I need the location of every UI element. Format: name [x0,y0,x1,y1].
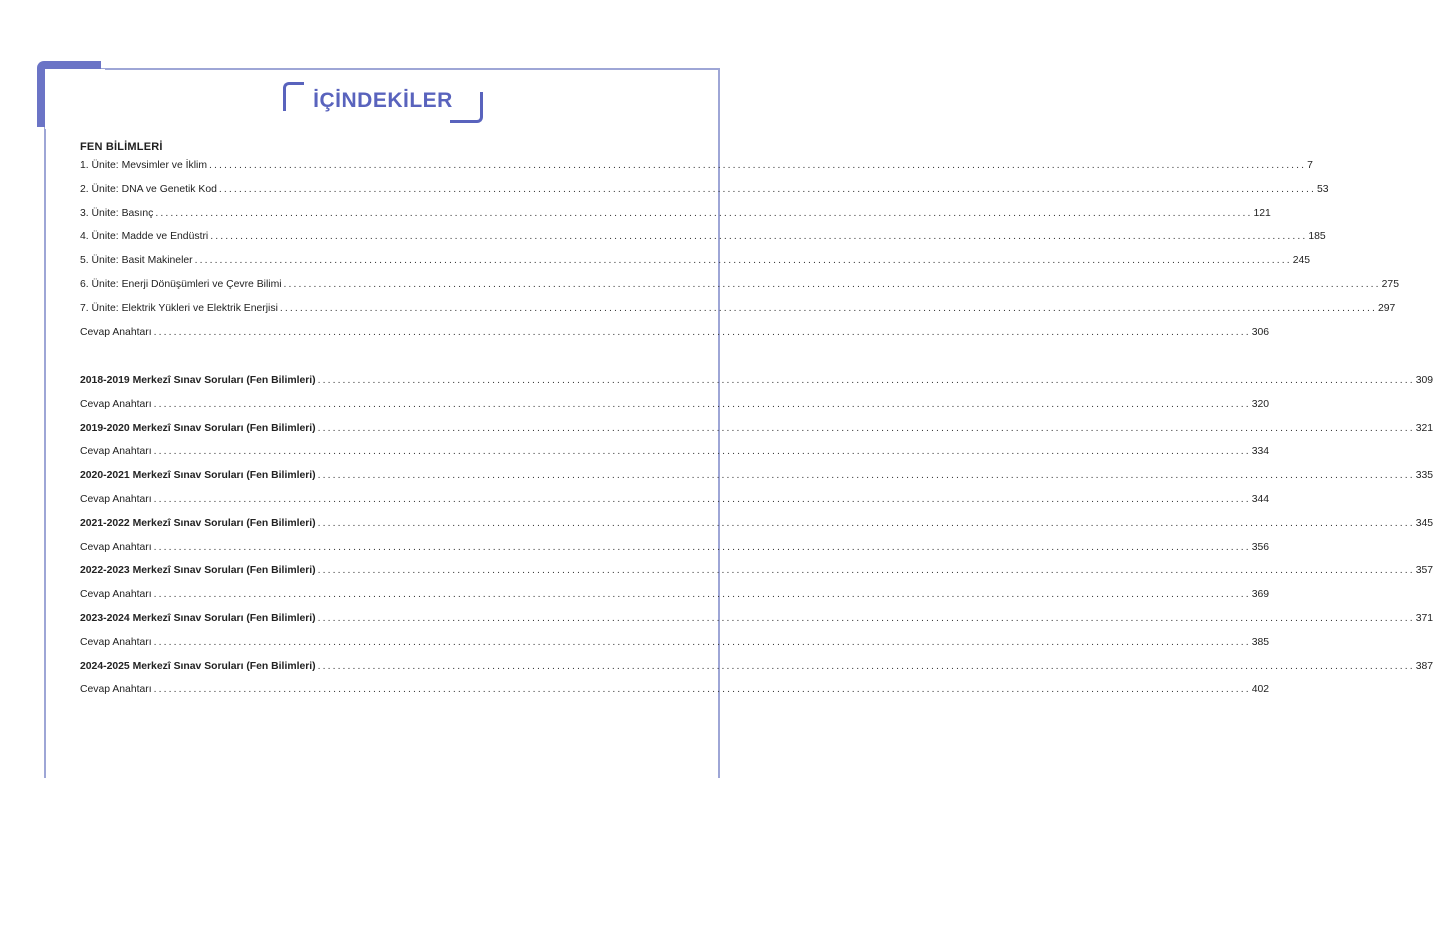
toc-entry-label: 1. Ünite: Mevsimler ve İklim [80,160,208,171]
toc-entry[interactable] [80,517,1433,542]
toc-entry[interactable] [80,589,1270,613]
toc-entry-page-number: 306 [1251,326,1270,338]
toc-entry-label: 2. Ünite: DNA ve Genetik Kod [80,183,217,195]
toc-entry-label: 2021-2022 Merkezî Sınav Soruları (Fen Bilimleri) [80,517,316,529]
toc-entry[interactable] [80,278,1399,303]
toc-exams-list [80,375,1433,708]
corner-tab-mask [45,69,105,129]
toc-dot-leader: ............................................................................................................................................................................................................................ [153,684,1251,696]
toc-dot-leader: ............................................................................................................................................................................................................................ [317,470,1415,482]
toc-entry-label: Cevap Anahtarı [80,684,152,696]
toc-entry-label: 4. Ünite: Madde ve Endüstri [80,231,209,243]
toc-entry[interactable] [80,660,1433,685]
toc-dot-leader: ............................................................................................................................................................................................................................ [317,612,1415,624]
toc-entry[interactable] [80,541,1270,566]
toc-entry-label: 2022-2023 Merkezî Sınav Soruları (Fen Bilimleri) [80,565,316,577]
toc-entry-label: 5. Ünite: Basit Makineler [80,255,193,267]
toc-entry-page-number: 321 [1415,422,1433,434]
toc-dot-leader: ............................................................................................................................................................................................................................ [283,278,1381,290]
toc-entry-page-number: 309 [1415,375,1433,386]
toc-entry-page-number: 297 [1377,302,1396,314]
toc-dot-leader: ............................................................................................................................................................................................................................ [153,589,1251,601]
toc-entry-label: Cevap Anahtarı [80,446,152,458]
toc-entry-label: Cevap Anahtarı [80,493,152,505]
toc-entry[interactable] [80,160,1313,184]
toc-entry-page-number: 356 [1251,541,1270,553]
toc-entry-page-number: 357 [1415,565,1433,577]
toc-dot-leader: ............................................................................................................................................................................................................................ [153,326,1251,338]
toc-dot-leader: ............................................................................................................................................................................................................................ [155,207,1253,219]
toc-entry-page-number: 344 [1251,493,1270,505]
toc-entry-page-number: 185 [1308,231,1326,243]
toc-entry[interactable] [80,326,1270,351]
toc-entry[interactable] [80,398,1270,423]
toc-entry[interactable] [80,446,1270,470]
toc-dot-leader: ............................................................................................................................................................................................................................ [209,160,1307,171]
toc-entry-page-number: 345 [1415,517,1433,529]
toc-entry-page-number: 275 [1381,278,1399,290]
toc-entry-label: 2024-2025 Merkezî Sınav Soruları (Fen Bilimleri) [80,660,316,672]
toc-dot-leader: ............................................................................................................................................................................................................................ [153,398,1251,410]
toc-entry[interactable] [80,493,1270,518]
toc-entry-page-number: 334 [1251,446,1270,458]
toc-entry-page-number: 387 [1415,660,1433,672]
toc-entry[interactable] [80,422,1433,447]
toc-entry[interactable] [80,684,1270,708]
toc-entry-page-number: 369 [1251,589,1270,601]
toc-dot-leader: ............................................................................................................................................................................................................................ [194,255,1292,267]
toc-entry-label: Cevap Anahtarı [80,326,152,338]
page-title: İÇİNDEKİLER [313,89,453,112]
toc-entry[interactable] [80,302,1396,327]
toc-dot-leader: ............................................................................................................................................................................................................................ [153,636,1251,648]
toc-entry-page-number: 335 [1415,470,1433,482]
toc-dot-leader: ............................................................................................................................................................................................................................ [210,231,1308,243]
toc-entry[interactable] [80,470,1433,494]
toc-entry[interactable] [80,565,1433,589]
toc-entry[interactable] [80,183,1329,208]
toc-entry[interactable] [80,207,1271,232]
toc-entry-label: 2018-2019 Merkezî Sınav Soruları (Fen Bilimleri) [80,375,316,386]
toc-entry-label: Cevap Anahtarı [80,636,152,648]
toc-dot-leader: ............................................................................................................................................................................................................................ [153,446,1251,458]
toc-entry[interactable] [80,636,1270,661]
toc-entry-label: 7. Ünite: Elektrik Yükleri ve Elektrik Enerjisi [80,302,278,314]
toc-entry[interactable] [80,255,1311,279]
toc-entry-page-number: 53 [1317,183,1329,195]
toc-entry-label: 6. Ünite: Enerji Dönüşümleri ve Çevre Bilimi [80,278,282,290]
toc-dot-leader: ............................................................................................................................................................................................................................ [317,565,1415,577]
toc-entry-label: 2019-2020 Merkezî Sınav Soruları (Fen Bilimleri) [80,422,316,434]
toc-dot-leader: ............................................................................................................................................................................................................................ [153,541,1251,553]
toc-entry-page-number: 121 [1253,207,1271,219]
toc-entry-page-number: 320 [1251,398,1270,410]
toc-entry-label: Cevap Anahtarı [80,589,152,601]
toc-entry-label: 2023-2024 Merkezî Sınav Soruları (Fen Bilimleri) [80,612,316,624]
toc-entry-label: Cevap Anahtarı [80,398,152,410]
toc-dot-leader: ............................................................................................................................................................................................................................ [317,375,1415,386]
toc-entry-page-number: 245 [1292,255,1311,267]
toc-entry-label: 2020-2021 Merkezî Sınav Soruları (Fen Bilimleri) [80,470,316,482]
toc-dot-leader: ............................................................................................................................................................................................................................ [317,422,1415,434]
toc-dot-leader: ............................................................................................................................................................................................................................ [317,517,1415,529]
section-heading: FEN BİLİMLERİ [80,141,163,153]
toc-entry-label: 3. Ünite: Basınç [80,207,154,219]
toc-dot-leader: ............................................................................................................................................................................................................................ [317,660,1415,672]
toc-entry-page-number: 7 [1307,160,1313,171]
toc-entry[interactable] [80,231,1326,255]
toc-entry[interactable] [80,612,1433,637]
toc-units-list [80,160,1399,350]
toc-entry[interactable] [80,375,1433,399]
toc-entry-page-number: 385 [1251,636,1270,648]
toc-entry-page-number: 371 [1415,612,1433,624]
toc-dot-leader: ............................................................................................................................................................................................................................ [279,302,1377,314]
toc-dot-leader: ............................................................................................................................................................................................................................ [153,493,1251,505]
title-block [283,78,483,126]
toc-entry-page-number: 402 [1251,684,1270,696]
toc-dot-leader: ............................................................................................................................................................................................................................ [218,183,1316,195]
toc-entry-label: Cevap Anahtarı [80,541,152,553]
